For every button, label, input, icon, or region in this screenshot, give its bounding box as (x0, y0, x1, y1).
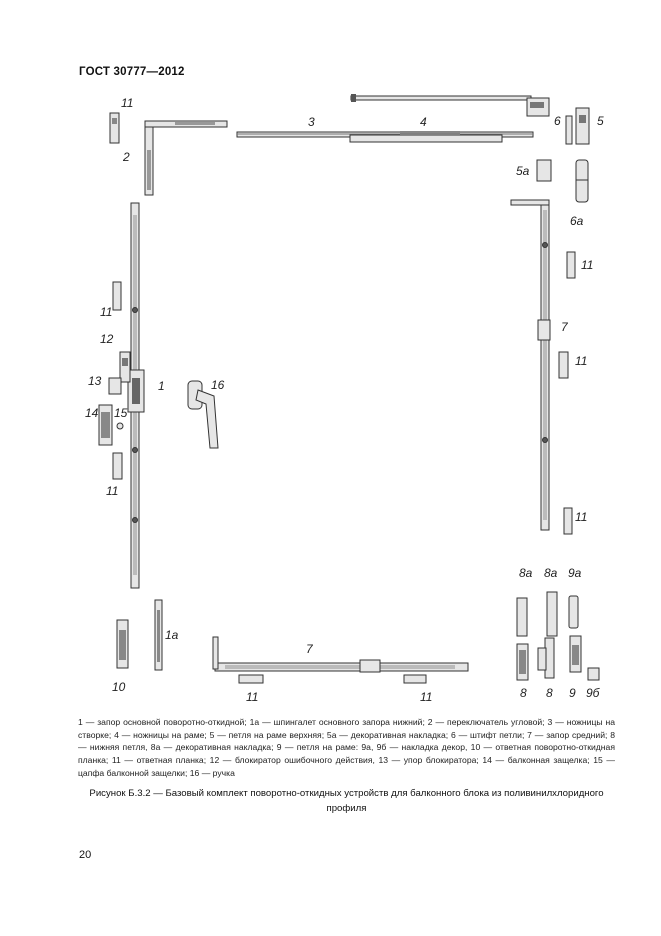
cover-5a (537, 160, 551, 181)
label-13: 13 (88, 374, 102, 388)
label-10: 10 (112, 680, 126, 694)
label-12: 12 (100, 332, 114, 346)
label-5: 5 (597, 114, 604, 128)
label-11-top-left: 11 (121, 96, 134, 110)
label-11-bottom-1: 11 (246, 690, 259, 704)
middle-lock-rod-bottom (213, 637, 468, 672)
label-6: 6 (554, 114, 561, 128)
label-8-1: 8 (520, 686, 527, 700)
cover-6a (576, 160, 588, 202)
stays-3-4 (237, 131, 533, 142)
bottom-shoot-bolt-1a (155, 600, 162, 670)
cover-8a-2 (547, 592, 557, 636)
figure-caption: Рисунок Б.3.2 — Базовый комплект поворотно-откидных устройств для балконного блока из поливинилхлоридного профиля (89, 788, 604, 814)
hinge-5-body (576, 108, 589, 144)
label-3: 3 (308, 115, 315, 129)
label-11-bottom-2: 11 (420, 690, 433, 704)
keeper-left-2 (113, 453, 122, 479)
label-4: 4 (420, 115, 427, 129)
label-9a: 9а (568, 566, 582, 580)
label-9: 9 (569, 686, 576, 700)
label-7-right: 7 (561, 320, 568, 334)
balcony-latch-14 (99, 405, 112, 445)
label-11-left-1: 11 (100, 305, 113, 319)
page-number: 20 (79, 849, 92, 861)
label-1: 1 (158, 379, 165, 393)
label-16: 16 (211, 378, 225, 392)
bottom-hinge-8-2 (538, 638, 554, 678)
keeper-right-1 (567, 252, 575, 278)
label-8a-1: 8а (519, 566, 533, 580)
label-6a: 6а (570, 214, 584, 228)
figure-legend: 1 — запор основной поворотно-откидной; 1а — шпингалет основного запора нижний; 2 — переключатель угловой; 3 — ножницы на створке; 4 — ножницы на раме; 5 — петля на раме верхняя; 5а — декоративная накладка; 6 — штифт петли; 7 — запор средний; 8 — нижняя петля, 8а — декоративная накладка; 9 — петля на раме: 9а, 9б — накладка декор, 10 — ответная поворотно-откидная планка; 11 — ответная планка; 12 — блокиратор ошибочного действия, 13 — упор блокиратора; 14 — балконная защелка; 15 — цапфа балконной защелки; 16 — ручка (78, 717, 615, 778)
label-8-2: 8 (546, 686, 553, 700)
keeper-plate-top-left (110, 113, 119, 143)
cover-9a (569, 596, 578, 628)
blocker-stop-13 (109, 378, 121, 394)
tilt-keeper-10 (117, 620, 128, 668)
label-15: 15 (114, 406, 128, 420)
keeper-left-1 (113, 282, 121, 310)
bottom-hinge-8-1 (517, 644, 528, 680)
cover-9b (588, 668, 599, 680)
label-5a: 5а (516, 164, 530, 178)
keeper-right-3 (564, 508, 572, 534)
hinge-pin-6 (566, 116, 572, 144)
middle-lock-rod-right (511, 200, 550, 530)
label-11-right-3: 11 (575, 510, 588, 524)
cover-8a-1 (517, 598, 527, 636)
keeper-bottom-2 (404, 675, 426, 683)
top-frame-hinge-5 (527, 98, 549, 116)
label-2: 2 (123, 150, 130, 164)
frame-hinge-9 (570, 636, 581, 672)
label-1a: 1а (165, 628, 179, 642)
label-8a-2: 8а (544, 566, 558, 580)
top-stay (351, 96, 531, 100)
corner-drive-2 (145, 121, 227, 195)
label-14: 14 (85, 406, 99, 420)
main-lock-rod-1 (128, 203, 144, 588)
label-11-right-2: 11 (575, 354, 588, 368)
label-7-bottom: 7 (306, 642, 313, 656)
label-11-left-2: 11 (106, 484, 119, 498)
page-header: ГОСТ 30777—2012 (79, 66, 185, 78)
label-9b: 9б (586, 686, 600, 700)
keeper-bottom-1 (239, 675, 263, 683)
latch-pin-15 (117, 423, 123, 429)
label-11-right-1: 11 (581, 258, 594, 272)
keeper-right-2 (559, 352, 568, 378)
